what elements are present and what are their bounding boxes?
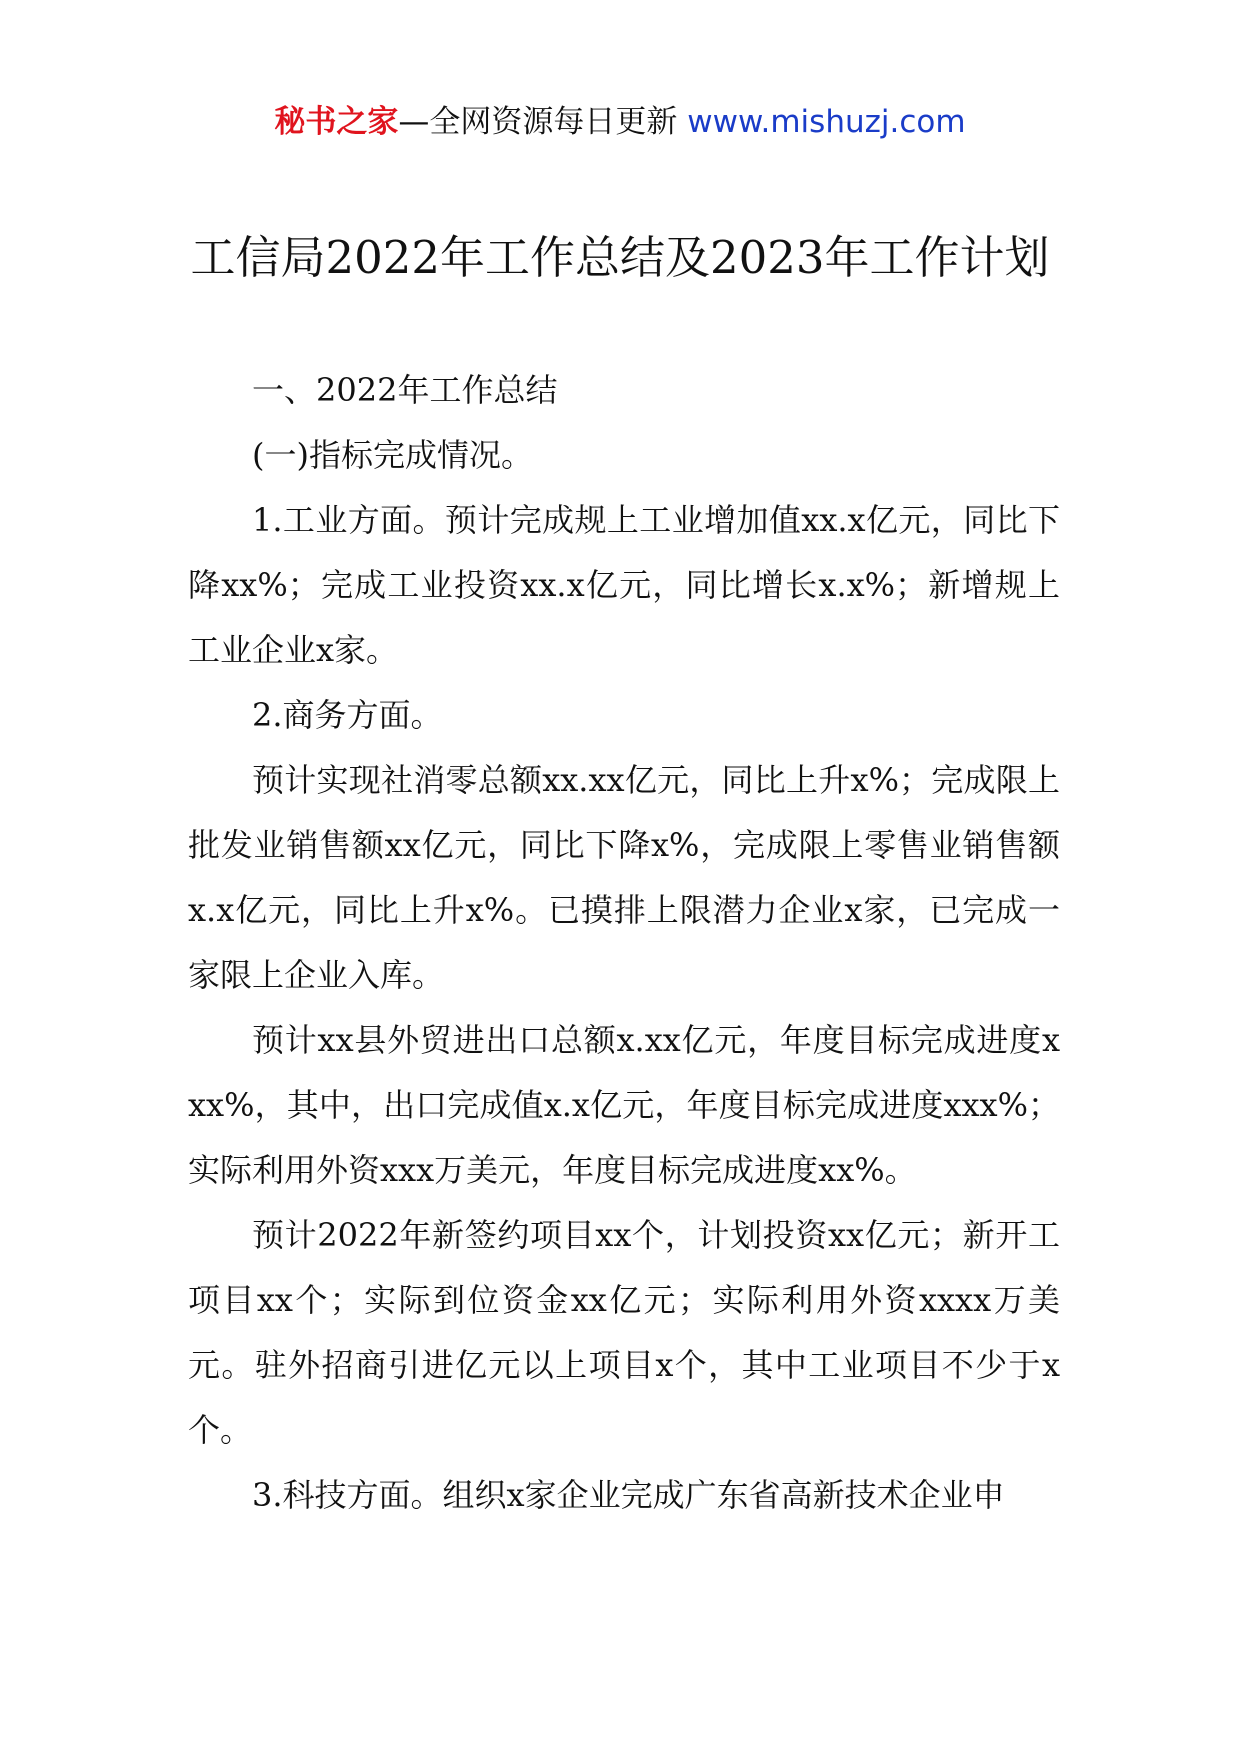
section-heading: 一、2022年工作总结 (252, 371, 558, 409)
paragraph-retail: 预计实现社消零总额xx.xx亿元，同比上升x%；完成限上批发业销售额xx亿元，同比下降x%，完成限上零售业销售额x.x亿元，同比上升x%。已摸排上限潜力企业x家，已完成一家限上企业入库。 (188, 761, 1060, 994)
site-url-link[interactable]: www.mishuzj.com (687, 104, 966, 140)
subsection-heading: (一)指标完成情况。 (252, 436, 533, 474)
document-title: 工信局2022年工作总结及2023年工作计划 (190, 231, 1050, 284)
brand-name: 秘书之家 (274, 104, 399, 140)
paragraph-technology: 3.科技方面。组织x家企业完成广东省高新技术企业申 (252, 1476, 1005, 1514)
paragraph-commerce-heading: 2.商务方面。 (252, 696, 443, 734)
paragraph-foreign-trade: 预计xx县外贸进出口总额x.xx亿元，年度目标完成进度xxx%，其中，出口完成值x.x亿元，年度目标完成进度xxx%；实际利用外资xxx万美元，年度目标完成进度xx%。 (188, 1021, 1060, 1189)
document-body (188, 358, 1060, 1528)
paragraph-investment: 预计2022年新签约项目xx个，计划投资xx亿元；新开工项目xx个；实际到位资金xx亿元；实际利用外资xxxx万美元。驻外招商引进亿元以上项目x个，其中工业项目不少于x个。 (188, 1216, 1060, 1449)
header-tagline: —全网资源每日更新 (398, 104, 678, 140)
site-header (0, 100, 1240, 144)
paragraph-industry: 1.工业方面。预计完成规上工业增加值xx.x亿元，同比下降xx%；完成工业投资xx.x亿元，同比增长x.x%；新增规上工业企业x家。 (188, 501, 1060, 669)
